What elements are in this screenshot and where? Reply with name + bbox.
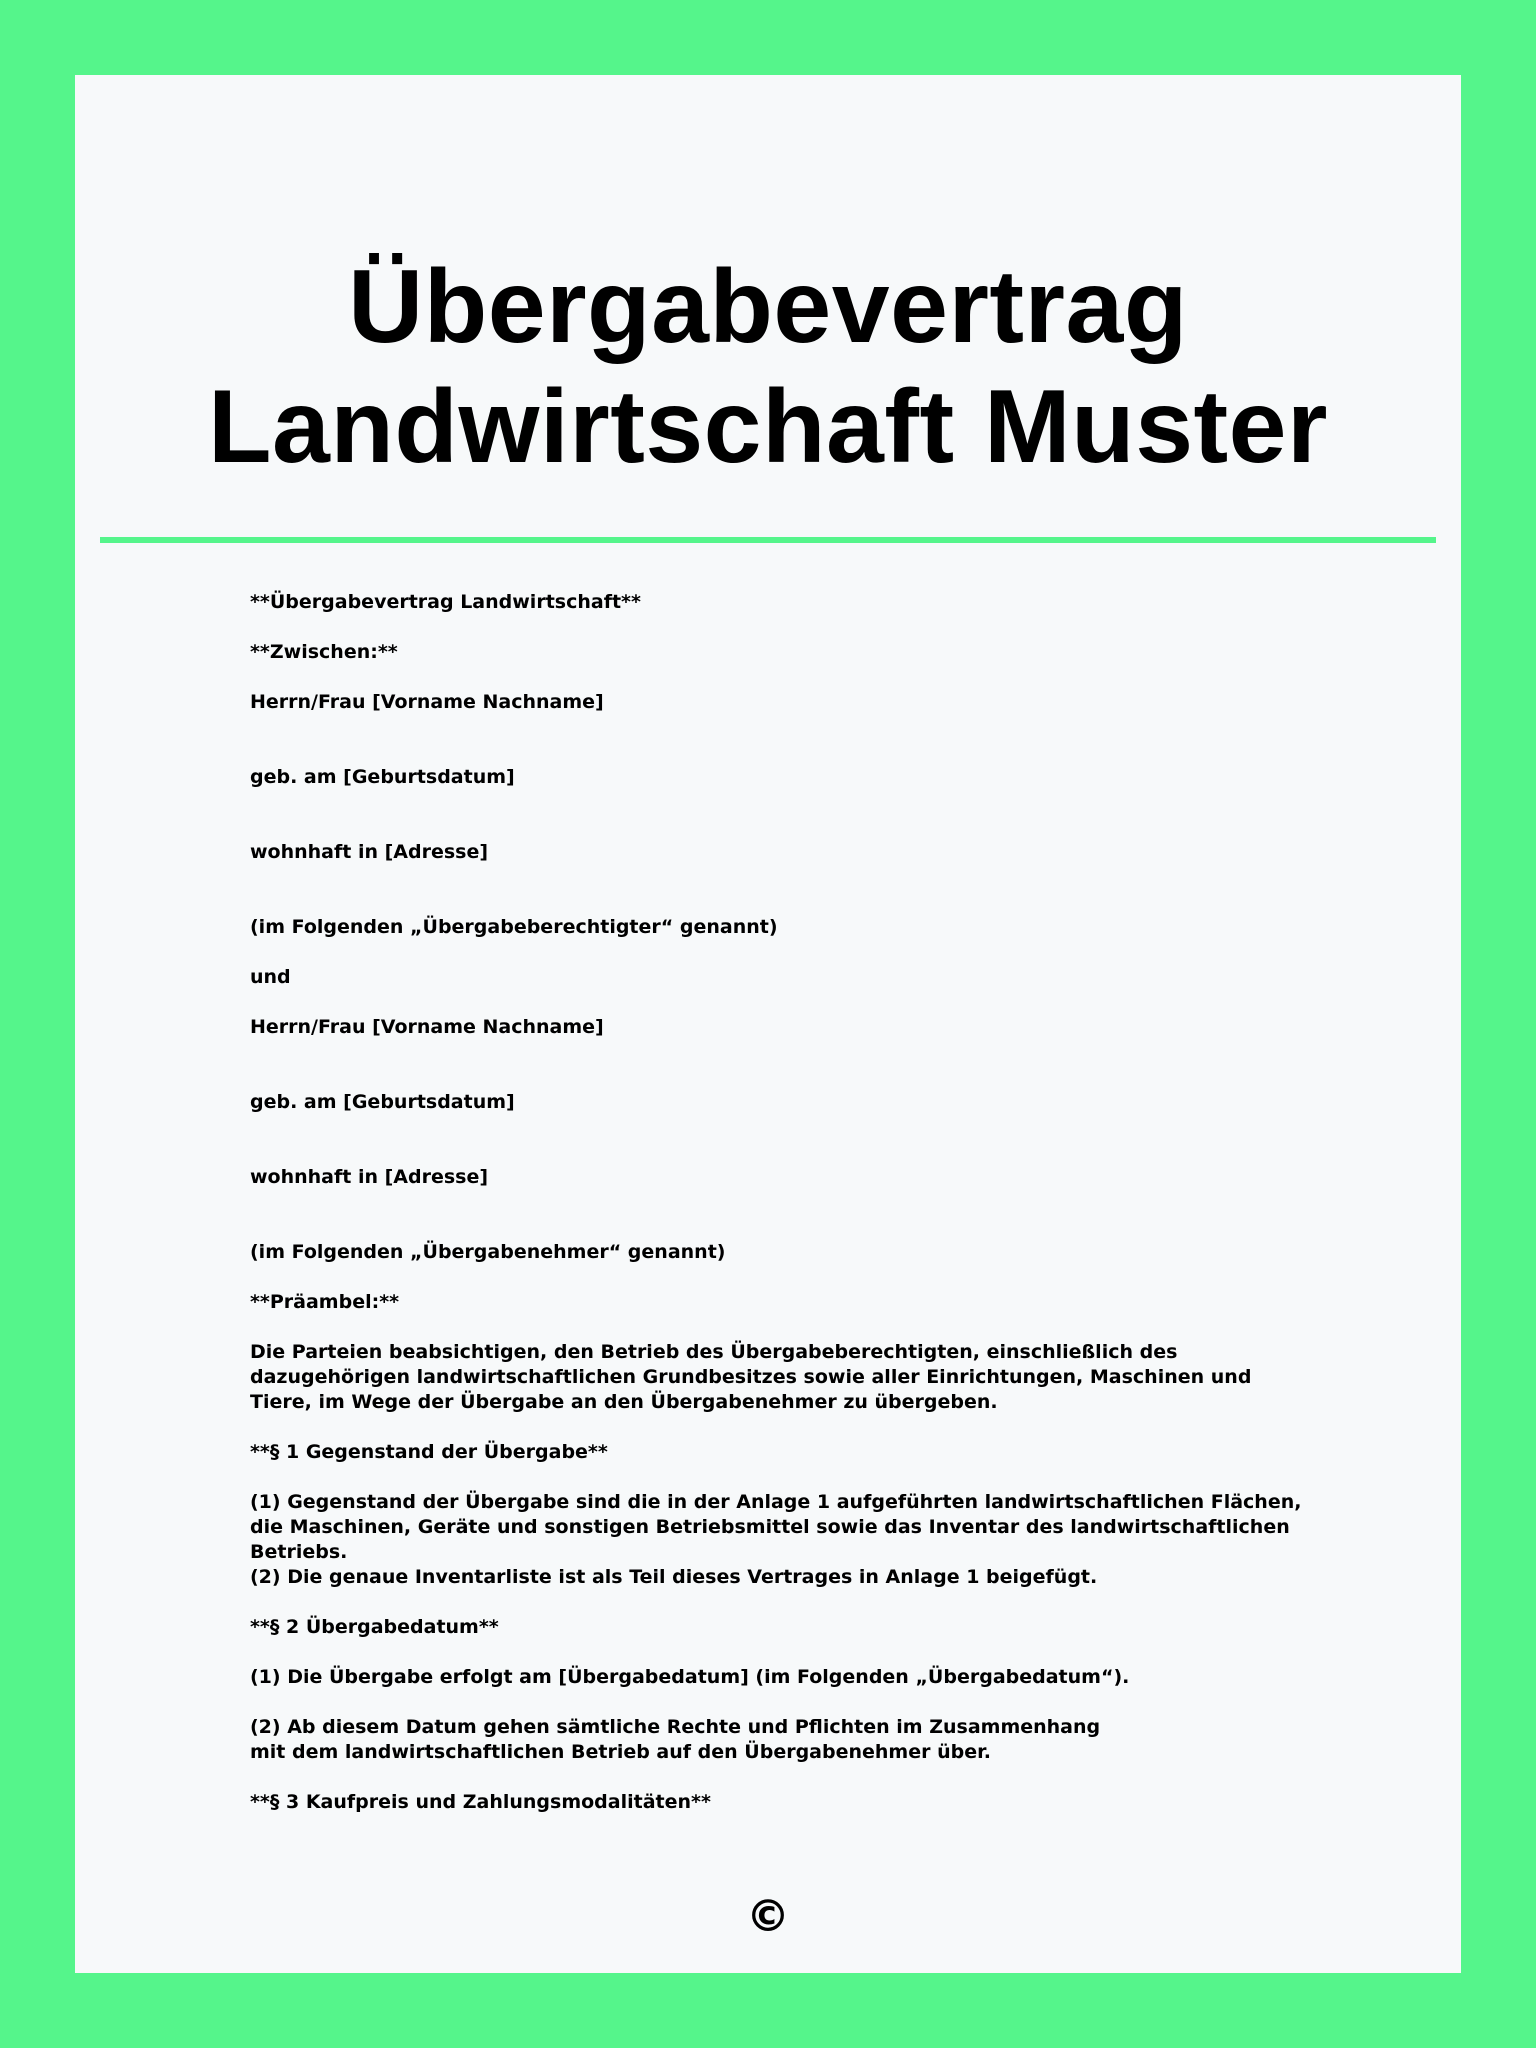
- party1-birthdate: geb. am [Geburtsdatum]: [250, 766, 515, 788]
- preamble-text: Die Parteien beabsichtigen, den Betrieb des Übergabeberechtigten, einschließlich des dazugehörigen landwirtschaftlichen Grundbesitzes sowie aller Einrichtungen, Maschinen und Tiere, im Wege der Übergabe an den Übergabenehmer zu übergeben.: [250, 1341, 1252, 1413]
- party1-role: (im Folgenden „Übergabeberechtigter“ genannt): [250, 916, 778, 938]
- party2-name: Herrn/Frau [Vorname Nachname]: [250, 1016, 604, 1038]
- party2-birthdate: geb. am [Geburtsdatum]: [250, 1091, 515, 1113]
- copyright-icon: ©: [746, 1891, 790, 1942]
- section2-clause1: (1) Die Übergabe erfolgt am [Übergabedatum] (im Folgenden „Übergabedatum“).: [250, 1666, 1130, 1688]
- party2-role: (im Folgenden „Übergabenehmer“ genannt): [250, 1241, 726, 1263]
- section1-clause2: (2) Die genaue Inventarliste ist als Teil dieses Vertrages in Anlage 1 beigefügt.: [250, 1566, 1098, 1588]
- party2-address: wohnhaft in [Adresse]: [250, 1166, 489, 1188]
- party1-name: Herrn/Frau [Vorname Nachname]: [250, 691, 604, 713]
- section2-clause2: (2) Ab diesem Datum gehen sämtliche Rechte und Pflichten im Zusammenhang mit dem landwirtschaftlichen Betrieb auf den Übergabenehmer über.: [250, 1716, 1101, 1763]
- section1-heading: **§ 1 Gegenstand der Übergabe**: [250, 1441, 608, 1463]
- section2-heading: **§ 2 Übergabedatum**: [250, 1616, 499, 1638]
- document-page: [75, 75, 1461, 1973]
- section3-heading: **§ 3 Kaufpreis und Zahlungsmodalitäten**: [250, 1791, 711, 1813]
- section1-clause1: (1) Gegenstand der Übergabe sind die in der Anlage 1 aufgeführten landwirtschaftlichen Flächen, die Maschinen, Geräte und sonstigen Betriebsmittel sowie das Inventar des landwirtschaftlichen Betriebs.: [250, 1491, 1302, 1563]
- title-line-2: Landwirtschaft Muster: [208, 369, 1328, 485]
- between-heading: **Zwischen:**: [250, 641, 398, 663]
- contract-heading: **Übergabevertrag Landwirtschaft**: [250, 591, 641, 613]
- title-divider: [100, 537, 1436, 543]
- party1-address: wohnhaft in [Adresse]: [250, 841, 489, 863]
- preamble-heading: **Präambel:**: [250, 1291, 400, 1313]
- title-line-1: Übergabevertrag: [348, 249, 1188, 365]
- document-title: [75, 247, 1461, 487]
- and-connector: und: [250, 966, 291, 988]
